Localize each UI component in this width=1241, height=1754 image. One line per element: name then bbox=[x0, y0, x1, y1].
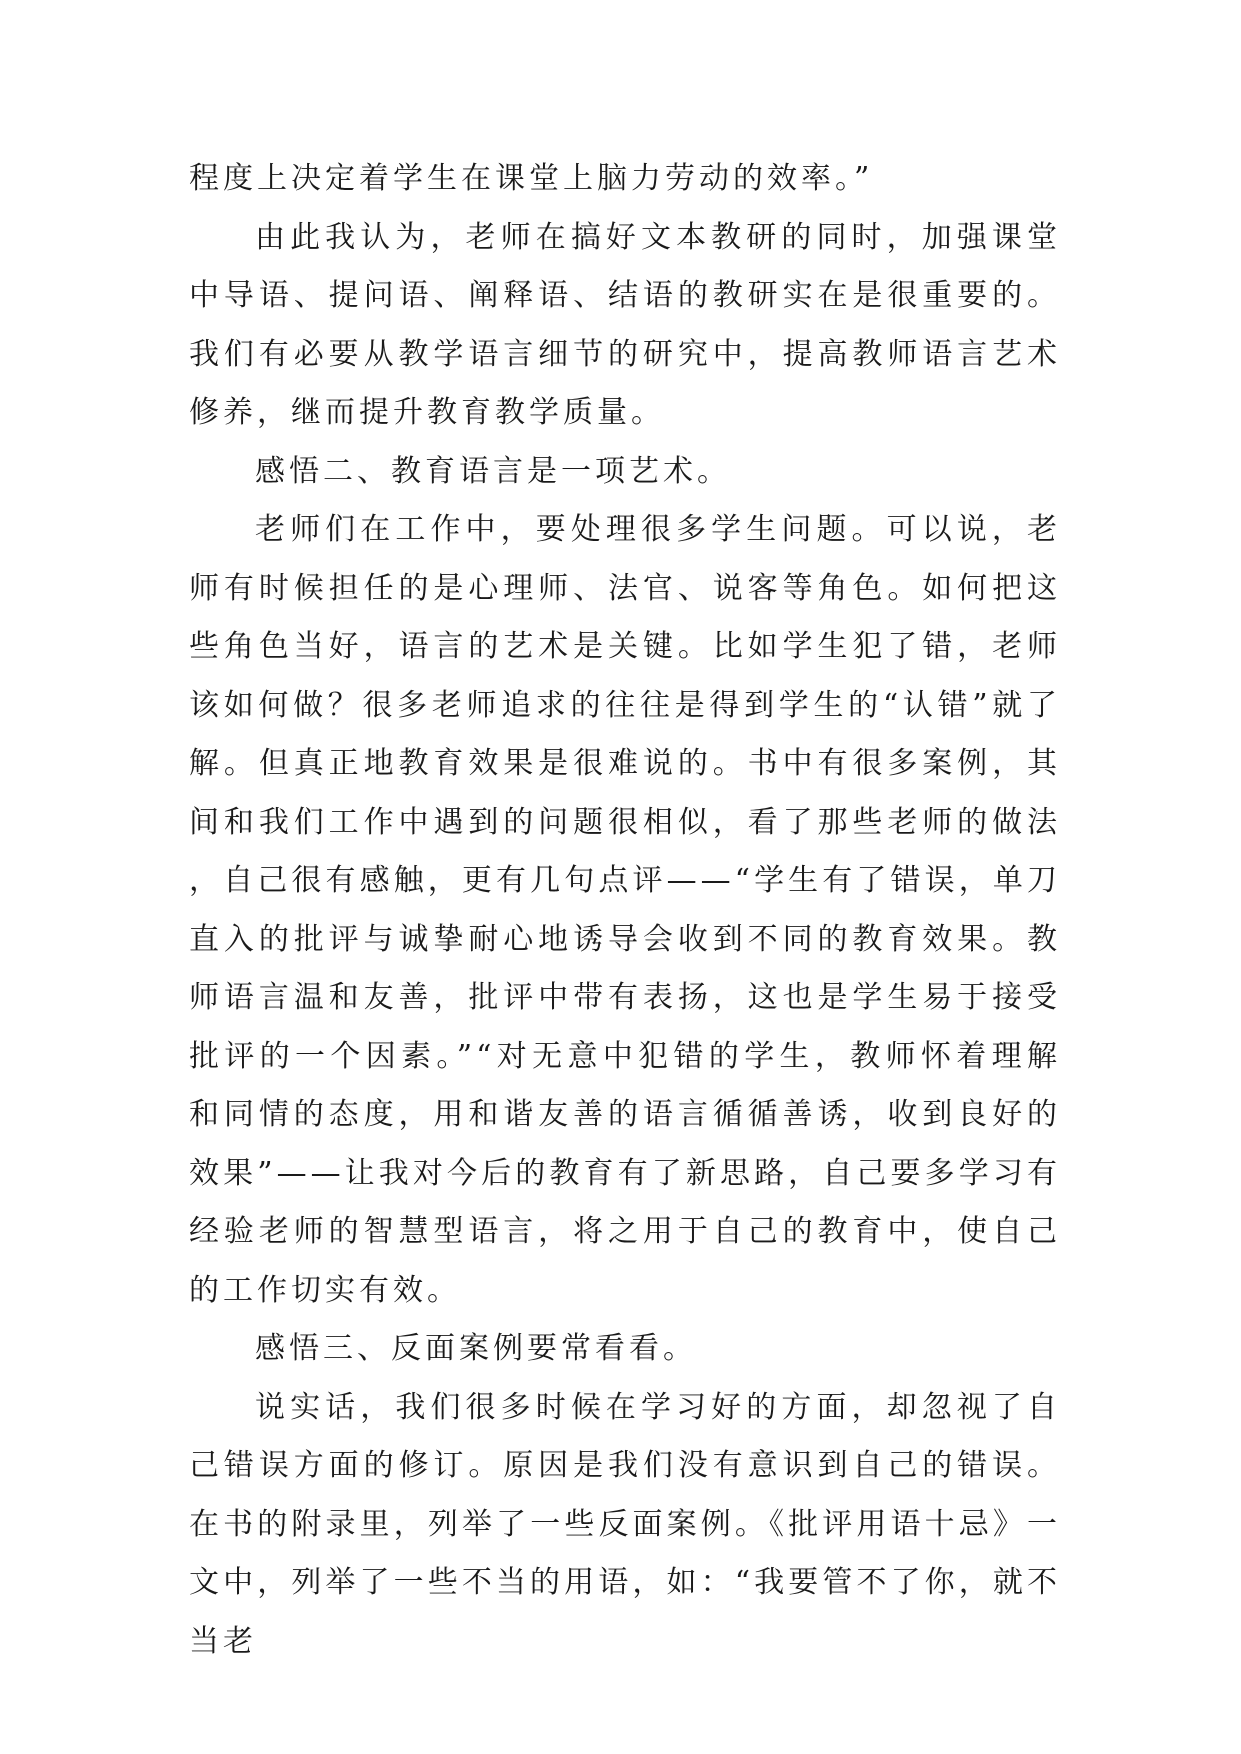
heading-insight-three: 感悟三、反面案例要常看看。 bbox=[255, 1331, 697, 1366]
paragraph-negative-cases: 说实话，我们很多时候在学习好的方面，却忽视了自己错误方面的修订。原因是我们没有意识到自己的错误。在书的附录里，列举了一些反面案例。《批评用语十忌》一文中，列举了一些不当的用语，如：“我要管不了你，就不当老 bbox=[189, 1389, 1061, 1659]
paragraph-teaching-language: 由此我认为，老师在搞好文本教研的同时，加强课堂中导语、提问语、阐释语、结语的教研实在是很重要的。我们有必要从教学语言细节的研究中，提高教师语言艺术修养，继而提升教育教学质量。 bbox=[189, 219, 1061, 430]
document-body bbox=[189, 150, 1061, 1671]
heading-insight-two: 感悟二、教育语言是一项艺术。 bbox=[255, 453, 731, 489]
paragraph-continuation: 程度上决定着学生在课堂上脑力劳动的效率。” bbox=[189, 161, 874, 196]
paragraph-education-language-art: 老师们在工作中，要处理很多学生问题。可以说，老师有时候担任的是心理师、法官、说客等角色。如何把这些角色当好，语言的艺术是关键。比如学生犯了错，老师该如何做？很多老师追求的往往是得到学生的“认错”就了解。但真正地教育效果是很难说的。书中有很多案例，其间和我们工作中遇到的问题很相似，看了那些老师的做法，自己很有感触，更有几句点评——“学生有了错误，单刀直入的批评与诚挚耐心地诱导会收到不同的教育效果。教师语言温和友善，批评中带有表扬，这也是学生易于接受批评的一个因素。”“对无意中犯错的学生，教师怀着理解和同情的态度，用和谐友善的语言循循善诱，收到良好的效果”——让我对今后的教育有了新思路，自己要多学习有经验老师的智慧型语言，将之用于自己的教育中，使自己的工作切实有效。 bbox=[189, 512, 1061, 1308]
